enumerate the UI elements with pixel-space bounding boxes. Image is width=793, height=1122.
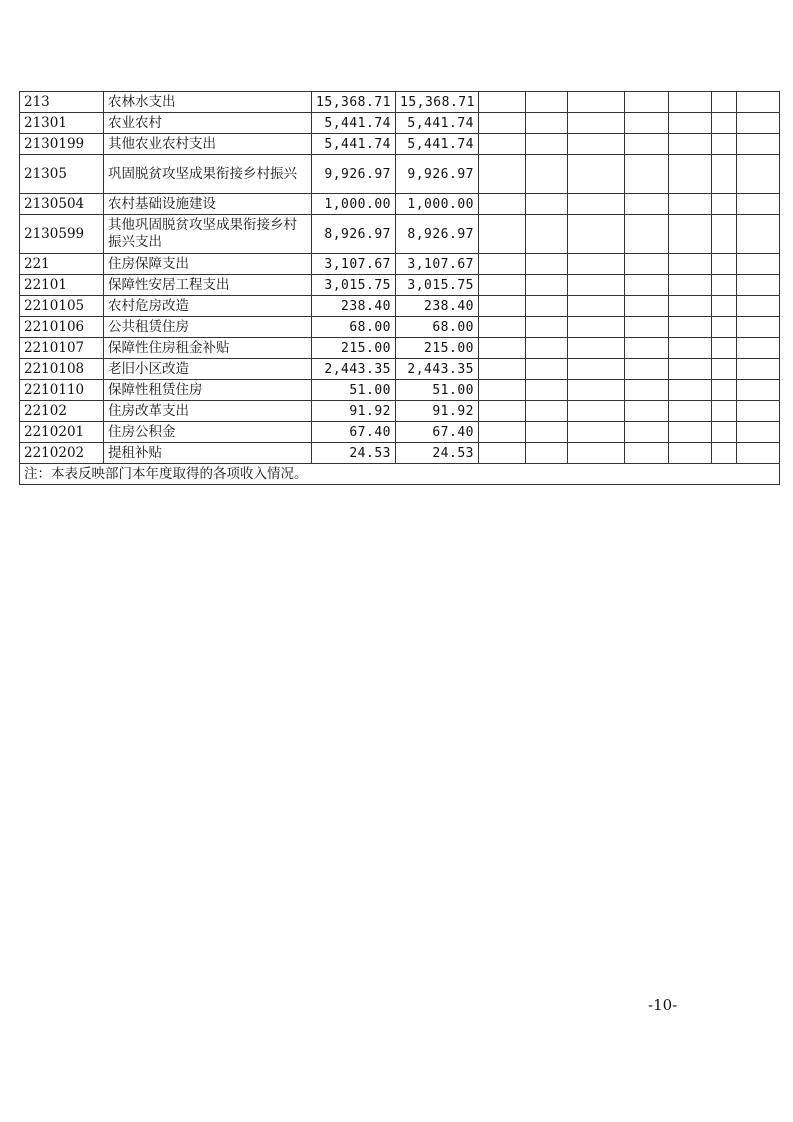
empty-cell — [526, 275, 568, 296]
table-row — [20, 296, 780, 317]
empty-cell — [568, 215, 625, 254]
empty-cell — [479, 443, 526, 464]
empty-cell — [625, 254, 669, 275]
account-name-cell: 提租补贴 — [104, 443, 312, 464]
empty-cell — [479, 92, 526, 113]
total-amount-cell: 2,443.35 — [312, 359, 396, 380]
table-row — [20, 254, 780, 275]
empty-cell — [669, 113, 712, 134]
empty-cell — [526, 254, 568, 275]
total-amount-cell: 24.53 — [312, 443, 396, 464]
empty-cell — [526, 422, 568, 443]
empty-cell — [625, 443, 669, 464]
empty-cell — [625, 155, 669, 194]
account-name-cell: 保障性住房租金补贴 — [104, 338, 312, 359]
empty-cell — [737, 215, 780, 254]
empty-cell — [669, 296, 712, 317]
total-amount-cell: 5,441.74 — [312, 134, 396, 155]
account-code-cell: 2210201 — [20, 422, 104, 443]
fiscal-amount-cell: 9,926.97 — [396, 155, 479, 194]
empty-cell — [526, 338, 568, 359]
empty-cell — [568, 155, 625, 194]
empty-cell — [737, 401, 780, 422]
account-name-cell: 保障性租赁住房 — [104, 380, 312, 401]
account-name-cell: 农业农村 — [104, 113, 312, 134]
empty-cell — [625, 92, 669, 113]
empty-cell — [625, 215, 669, 254]
empty-cell — [625, 317, 669, 338]
empty-cell — [568, 317, 625, 338]
empty-cell — [625, 296, 669, 317]
empty-cell — [712, 155, 737, 194]
total-amount-cell: 3,015.75 — [312, 275, 396, 296]
account-name-cell: 老旧小区改造 — [104, 359, 312, 380]
empty-cell — [568, 422, 625, 443]
empty-cell — [669, 92, 712, 113]
account-name-cell: 农村危房改造 — [104, 296, 312, 317]
total-amount-cell: 8,926.97 — [312, 215, 396, 254]
empty-cell — [669, 275, 712, 296]
account-code-cell: 2210202 — [20, 443, 104, 464]
total-amount-cell: 1,000.00 — [312, 194, 396, 215]
empty-cell — [625, 338, 669, 359]
empty-cell — [712, 92, 737, 113]
table-row — [20, 194, 780, 215]
empty-cell — [479, 194, 526, 215]
empty-cell — [625, 380, 669, 401]
fiscal-amount-cell: 238.40 — [396, 296, 479, 317]
budget-table — [19, 91, 780, 485]
table-row — [20, 443, 780, 464]
empty-cell — [737, 443, 780, 464]
empty-cell — [568, 113, 625, 134]
empty-cell — [625, 113, 669, 134]
account-name-cell: 住房保障支出 — [104, 254, 312, 275]
fiscal-amount-cell: 67.40 — [396, 422, 479, 443]
empty-cell — [712, 422, 737, 443]
empty-cell — [625, 194, 669, 215]
empty-cell — [712, 401, 737, 422]
empty-cell — [712, 380, 737, 401]
empty-cell — [625, 134, 669, 155]
empty-cell — [568, 401, 625, 422]
table-row — [20, 134, 780, 155]
account-name-cell: 住房改革支出 — [104, 401, 312, 422]
fiscal-amount-cell: 5,441.74 — [396, 134, 479, 155]
empty-cell — [737, 338, 780, 359]
empty-cell — [568, 254, 625, 275]
account-name-cell: 巩固脱贫攻坚成果衔接乡村振兴 — [104, 155, 312, 194]
account-code-cell: 21301 — [20, 113, 104, 134]
empty-cell — [669, 401, 712, 422]
empty-cell — [737, 194, 780, 215]
empty-cell — [669, 359, 712, 380]
empty-cell — [526, 359, 568, 380]
account-code-cell: 221 — [20, 254, 104, 275]
empty-cell — [712, 338, 737, 359]
fiscal-amount-cell: 3,107.67 — [396, 254, 479, 275]
table-row — [20, 380, 780, 401]
account-code-cell: 2130504 — [20, 194, 104, 215]
table-row — [20, 359, 780, 380]
empty-cell — [737, 296, 780, 317]
total-amount-cell: 51.00 — [312, 380, 396, 401]
fiscal-amount-cell: 5,441.74 — [396, 113, 479, 134]
empty-cell — [479, 134, 526, 155]
table-row — [20, 317, 780, 338]
fiscal-amount-cell: 24.53 — [396, 443, 479, 464]
table-body — [20, 92, 780, 464]
empty-cell — [712, 317, 737, 338]
account-name-cell: 其他巩固脱贫攻坚成果衔接乡村振兴支出 — [104, 215, 312, 254]
empty-cell — [737, 317, 780, 338]
empty-cell — [479, 338, 526, 359]
empty-cell — [526, 380, 568, 401]
empty-cell — [669, 215, 712, 254]
empty-cell — [568, 443, 625, 464]
account-code-cell: 2210105 — [20, 296, 104, 317]
empty-cell — [737, 380, 780, 401]
account-code-cell: 21305 — [20, 155, 104, 194]
empty-cell — [712, 254, 737, 275]
fiscal-amount-cell: 15,368.71 — [396, 92, 479, 113]
account-code-cell: 2130599 — [20, 215, 104, 254]
empty-cell — [669, 443, 712, 464]
empty-cell — [712, 134, 737, 155]
empty-cell — [479, 422, 526, 443]
empty-cell — [669, 155, 712, 194]
table-note: 注：本表反映部门本年度取得的各项收入情况。 — [20, 464, 780, 485]
fiscal-amount-cell: 2,443.35 — [396, 359, 479, 380]
total-amount-cell: 5,441.74 — [312, 113, 396, 134]
table-row — [20, 401, 780, 422]
empty-cell — [712, 443, 737, 464]
empty-cell — [737, 155, 780, 194]
fiscal-amount-cell: 8,926.97 — [396, 215, 479, 254]
account-name-cell: 住房公积金 — [104, 422, 312, 443]
total-amount-cell: 67.40 — [312, 422, 396, 443]
empty-cell — [526, 155, 568, 194]
empty-cell — [568, 296, 625, 317]
empty-cell — [625, 401, 669, 422]
fiscal-amount-cell: 68.00 — [396, 317, 479, 338]
empty-cell — [526, 443, 568, 464]
empty-cell — [526, 317, 568, 338]
empty-cell — [712, 194, 737, 215]
empty-cell — [737, 359, 780, 380]
total-amount-cell: 91.92 — [312, 401, 396, 422]
empty-cell — [479, 275, 526, 296]
total-amount-cell: 238.40 — [312, 296, 396, 317]
table-row — [20, 92, 780, 113]
table-row — [20, 155, 780, 194]
empty-cell — [479, 359, 526, 380]
fiscal-amount-cell: 215.00 — [396, 338, 479, 359]
account-name-cell: 公共租赁住房 — [104, 317, 312, 338]
table-row — [20, 275, 780, 296]
empty-cell — [526, 92, 568, 113]
total-amount-cell: 15,368.71 — [312, 92, 396, 113]
empty-cell — [568, 359, 625, 380]
empty-cell — [669, 338, 712, 359]
account-code-cell: 2210110 — [20, 380, 104, 401]
account-code-cell: 22102 — [20, 401, 104, 422]
empty-cell — [737, 134, 780, 155]
empty-cell — [479, 317, 526, 338]
fiscal-amount-cell: 51.00 — [396, 380, 479, 401]
empty-cell — [625, 359, 669, 380]
empty-cell — [737, 422, 780, 443]
empty-cell — [625, 275, 669, 296]
empty-cell — [737, 113, 780, 134]
empty-cell — [625, 422, 669, 443]
total-amount-cell: 68.00 — [312, 317, 396, 338]
account-name-cell: 其他农业农村支出 — [104, 134, 312, 155]
empty-cell — [479, 401, 526, 422]
empty-cell — [479, 155, 526, 194]
note-row — [20, 464, 780, 485]
total-amount-cell: 3,107.67 — [312, 254, 396, 275]
empty-cell — [526, 215, 568, 254]
account-code-cell: 22101 — [20, 275, 104, 296]
empty-cell — [669, 380, 712, 401]
empty-cell — [737, 92, 780, 113]
empty-cell — [669, 194, 712, 215]
empty-cell — [568, 275, 625, 296]
empty-cell — [479, 296, 526, 317]
account-name-cell: 农林水支出 — [104, 92, 312, 113]
empty-cell — [568, 338, 625, 359]
fiscal-amount-cell: 91.92 — [396, 401, 479, 422]
fiscal-amount-cell: 3,015.75 — [396, 275, 479, 296]
empty-cell — [669, 134, 712, 155]
empty-cell — [526, 194, 568, 215]
account-code-cell: 213 — [20, 92, 104, 113]
empty-cell — [712, 359, 737, 380]
empty-cell — [479, 215, 526, 254]
empty-cell — [669, 317, 712, 338]
empty-cell — [568, 194, 625, 215]
fiscal-amount-cell: 1,000.00 — [396, 194, 479, 215]
empty-cell — [669, 254, 712, 275]
table-row — [20, 338, 780, 359]
empty-cell — [712, 296, 737, 317]
empty-cell — [479, 380, 526, 401]
total-amount-cell: 9,926.97 — [312, 155, 396, 194]
page-number: -10- — [648, 996, 678, 1014]
empty-cell — [737, 275, 780, 296]
empty-cell — [669, 422, 712, 443]
account-code-cell: 2210108 — [20, 359, 104, 380]
table-row — [20, 215, 780, 254]
account-code-cell: 2210107 — [20, 338, 104, 359]
account-code-cell: 2130199 — [20, 134, 104, 155]
account-name-cell: 保障性安居工程支出 — [104, 275, 312, 296]
empty-cell — [526, 113, 568, 134]
empty-cell — [479, 254, 526, 275]
empty-cell — [737, 254, 780, 275]
empty-cell — [526, 296, 568, 317]
empty-cell — [568, 380, 625, 401]
empty-cell — [479, 113, 526, 134]
account-name-cell: 农村基础设施建设 — [104, 194, 312, 215]
total-amount-cell: 215.00 — [312, 338, 396, 359]
empty-cell — [526, 134, 568, 155]
empty-cell — [712, 215, 737, 254]
empty-cell — [712, 113, 737, 134]
table-row — [20, 422, 780, 443]
account-code-cell: 2210106 — [20, 317, 104, 338]
empty-cell — [568, 92, 625, 113]
empty-cell — [712, 275, 737, 296]
empty-cell — [526, 401, 568, 422]
empty-cell — [568, 134, 625, 155]
table-row — [20, 113, 780, 134]
